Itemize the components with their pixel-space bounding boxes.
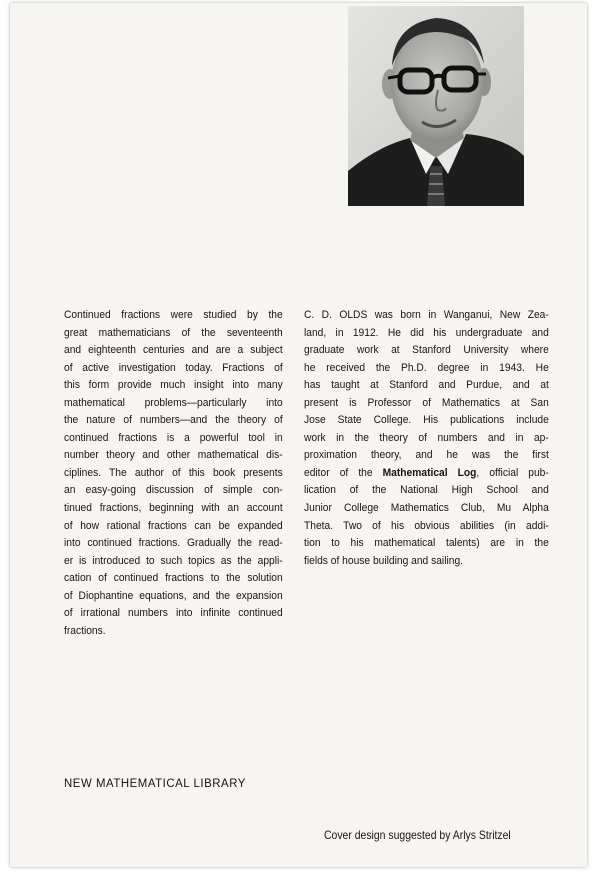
description-line: this form provide much insight into many [64,379,283,392]
bio-line-with-title [304,465,549,483]
description-line: of active investigation today. Fractions of [64,361,283,374]
description-line: the nature of numbers—and the theory of [64,414,283,427]
journal-title: Mathematical Log [382,466,477,479]
description-line: ciplines. The author of this book presents [64,466,283,479]
bio-line: present is Professor of Mathematics at San [304,396,549,409]
bio-line: Junior College Mathematics Club, Mu Alpha [304,502,549,515]
description-line: and eighteenth centuries and are a subject [64,344,283,357]
bio-text: , official pub- [476,466,549,479]
description-line: number theory and other mathematical dis- [64,449,283,462]
bio-text: editor of the [304,466,383,479]
description-line: cation of continued fractions to the solution [64,572,283,585]
bio-line: Jose State College. His publications include [304,414,549,427]
description-line: of Diophantine equations, and the expansion [64,589,283,602]
bio-line: fields of house building and sailing. [304,554,464,567]
bio-line: proximation theory, and he was the first [304,449,549,462]
description-line: an easy-going discussion of simple con- [64,484,283,497]
bio-line: Theta. Two of his obvious abilities (in addi- [304,519,549,532]
bio-line: has taught at Stanford and Purdue, and at [304,379,549,392]
description-line: continued fractions is a powerful tool in [64,431,283,444]
description-line: great mathematicians of the seventeenth [64,326,283,339]
book-description [64,307,283,640]
description-line: into continued fractions. Gradually the read- [64,537,283,550]
description-line: mathematical problems—particularly into [64,396,283,409]
bio-line: land, in 1912. He did his undergraduate and [304,326,549,339]
series-title: NEW MATHEMATICAL LIBRARY [64,776,246,790]
author-biography [304,307,549,570]
description-line: Continued fractions were studied by the [64,309,283,321]
bio-line: lication of the National High School and [304,484,549,497]
bio-line: work in the theory of numbers and in ap- [304,431,549,444]
bio-line: he received the Ph.D. degree in 1943. He [304,361,549,374]
description-line: fractions. [64,624,106,637]
description-line: of irrational numbers into infinite continued [64,607,283,620]
cover-credit: Cover design suggested by Arlys Stritzel [324,829,511,842]
bio-line: C. D. OLDS was born in Wanganui, New Zea- [304,309,549,321]
author-photo [348,6,524,206]
description-line: tinued fractions, beginning with an account [64,502,283,515]
bio-line: graduate work at Stanford University where [304,344,549,357]
description-line: of how rational fractions can be expanded [64,519,283,532]
description-line: er is introduced to such topics as the appli- [64,554,283,567]
bio-line: tion to his mathematical talents) are in the [304,537,549,550]
